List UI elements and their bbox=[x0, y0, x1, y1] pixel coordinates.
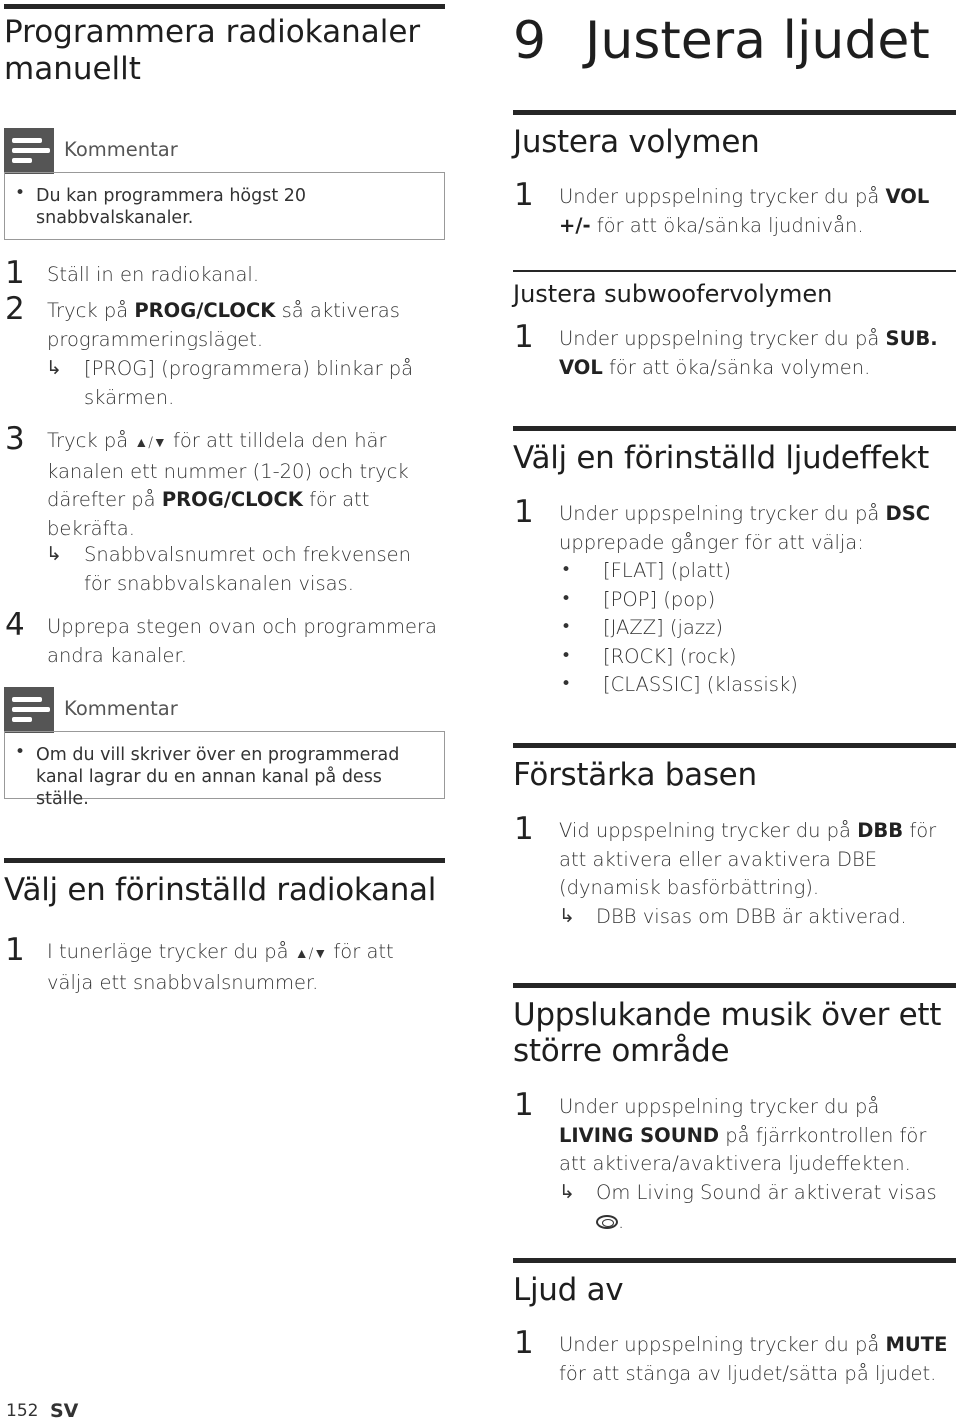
result-arrow-icon: ↳ bbox=[46, 357, 62, 379]
section-title-effect: Välj en förinställd ljudeffekt bbox=[513, 440, 930, 476]
bullet-dot: • bbox=[15, 742, 26, 762]
option-item: [JAZZ] (jazz) bbox=[603, 616, 723, 639]
result-arrow-icon: ↳ bbox=[46, 543, 62, 565]
top-rule-left bbox=[4, 4, 445, 9]
note-text: Om du vill skriver över en programmerad kanal lagrar du en annan kanal på dess ställe. bbox=[36, 745, 400, 809]
bullet-dot: • bbox=[15, 183, 26, 203]
step-number: 1 bbox=[514, 811, 534, 847]
key-name: DBB bbox=[857, 819, 904, 842]
up-down-arrow-icon: ▲/▼ bbox=[294, 946, 328, 962]
step-text: Ställ in en radiokanal. bbox=[47, 263, 260, 286]
step-text: Under uppspelning trycker du på LIVING SOUND på fjärrkontrollen för att aktivera/avaktivera ljudeffekten. bbox=[559, 1095, 927, 1176]
note-label: Kommentar bbox=[64, 697, 178, 720]
section-rule bbox=[513, 1258, 956, 1263]
step-text: Under uppspelning trycker du på VOL +/- för att öka/sänka ljudnivån. bbox=[559, 185, 930, 237]
step-text: Under uppspelning trycker du på MUTE för att stänga av ljudet/sätta på ljudet. bbox=[559, 1333, 948, 1385]
step-result: Snabbvalsnumret och frekvensen för snabbvalskanalen visas. bbox=[84, 543, 412, 595]
step-number: 3 bbox=[5, 421, 25, 457]
step-text: Tryck på PROG/CLOCK så aktiveras programmeringsläget. bbox=[47, 299, 400, 351]
note-text: Du kan programmera högst 20 snabbvalskanaler. bbox=[36, 186, 307, 228]
bullet-dot: • bbox=[561, 646, 572, 666]
key-name: MUTE bbox=[885, 1333, 948, 1356]
section-title-immersive: Uppslukande musik över ett större område bbox=[513, 997, 942, 1069]
step-text: Tryck på ▲/▼ för att tilldela den här kanalen ett nummer (1-20) och tryck därefter på PROG/CLOCK för att bekräfta. bbox=[47, 429, 409, 540]
step-text: Vid uppspelning trycker du på DBB för att aktivera eller avaktivera DBE (dynamisk basförbättring). bbox=[559, 819, 937, 900]
step-number: 1 bbox=[514, 494, 534, 530]
section-rule bbox=[513, 426, 956, 431]
key-name: DSC bbox=[885, 502, 931, 525]
key-name: VOL +/- bbox=[559, 185, 930, 237]
bullet-dot: • bbox=[561, 589, 572, 609]
section-title-manual: Programmera radiokanaler manuellt bbox=[4, 14, 421, 87]
section-title-preset: Välj en förinställd radiokanal bbox=[4, 872, 437, 908]
chapter-title: Justera ljudet bbox=[585, 11, 930, 71]
key-name: PROG/CLOCK bbox=[134, 299, 276, 322]
key-name: SUB. VOL bbox=[559, 327, 938, 379]
bullet-dot: • bbox=[561, 617, 572, 637]
step-number: 1 bbox=[5, 932, 25, 968]
page-number: 152 bbox=[6, 1401, 39, 1421]
key-name: LIVING SOUND bbox=[559, 1123, 720, 1147]
step-text: Under uppspelning trycker du på SUB. VOL för att öka/sänka volymen. bbox=[559, 327, 938, 379]
step-result: DBB visas om DBB är aktiverad. bbox=[596, 905, 907, 928]
step-result: [PROG] (programmera) blinkar på skärmen. bbox=[84, 357, 414, 409]
section-title-bass: Förstärka basen bbox=[513, 757, 757, 793]
note-header bbox=[4, 128, 204, 174]
section-title-volume: Justera volymen bbox=[513, 124, 760, 160]
up-down-arrow-icon: ▲/▼ bbox=[134, 435, 167, 451]
option-item: [ROCK] (rock) bbox=[603, 645, 737, 668]
step-text: I tunerläge trycker du på ▲/▼ för att välja ett snabbvalsnummer. bbox=[47, 940, 394, 994]
step-result: Om Living Sound är aktiverat visas . bbox=[596, 1181, 937, 1233]
step-text: Upprepa stegen ovan och programmera andra kanaler. bbox=[47, 615, 437, 667]
language-code: SV bbox=[50, 1400, 79, 1422]
option-item: [CLASSIC] (klassisk) bbox=[603, 673, 798, 696]
step-text: Under uppspelning trycker du på DSC upprepade gånger för att välja: bbox=[559, 502, 931, 554]
step-number: 1 bbox=[514, 1087, 534, 1123]
section-rule bbox=[4, 858, 445, 863]
section-rule bbox=[513, 983, 956, 988]
option-item: [POP] (pop) bbox=[603, 588, 716, 611]
note-label: Kommentar bbox=[64, 138, 178, 161]
section-title-mute: Ljud av bbox=[513, 1272, 624, 1308]
chapter-number: 9 bbox=[513, 11, 547, 71]
bullet-dot: • bbox=[561, 560, 572, 580]
result-arrow-icon: ↳ bbox=[559, 1181, 575, 1203]
bullet-dot: • bbox=[561, 674, 572, 694]
note-icon bbox=[4, 687, 54, 733]
step-number: 4 bbox=[5, 607, 25, 643]
step-number: 2 bbox=[5, 291, 25, 327]
note-icon bbox=[4, 128, 54, 174]
step-number: 1 bbox=[514, 1325, 534, 1361]
key-name: PROG/CLOCK bbox=[161, 488, 303, 512]
note-header bbox=[4, 687, 204, 733]
subsection-title-subwoofer: Justera subwoofervolymen bbox=[513, 280, 833, 308]
subsection-rule bbox=[513, 270, 956, 272]
result-arrow-icon: ↳ bbox=[559, 905, 575, 927]
step-number: 1 bbox=[514, 319, 534, 355]
section-rule bbox=[513, 743, 956, 748]
option-item: [FLAT] (platt) bbox=[603, 559, 731, 582]
living-sound-icon bbox=[596, 1215, 618, 1229]
step-number: 1 bbox=[5, 255, 25, 291]
section-rule bbox=[513, 110, 956, 115]
step-number: 1 bbox=[514, 177, 534, 213]
